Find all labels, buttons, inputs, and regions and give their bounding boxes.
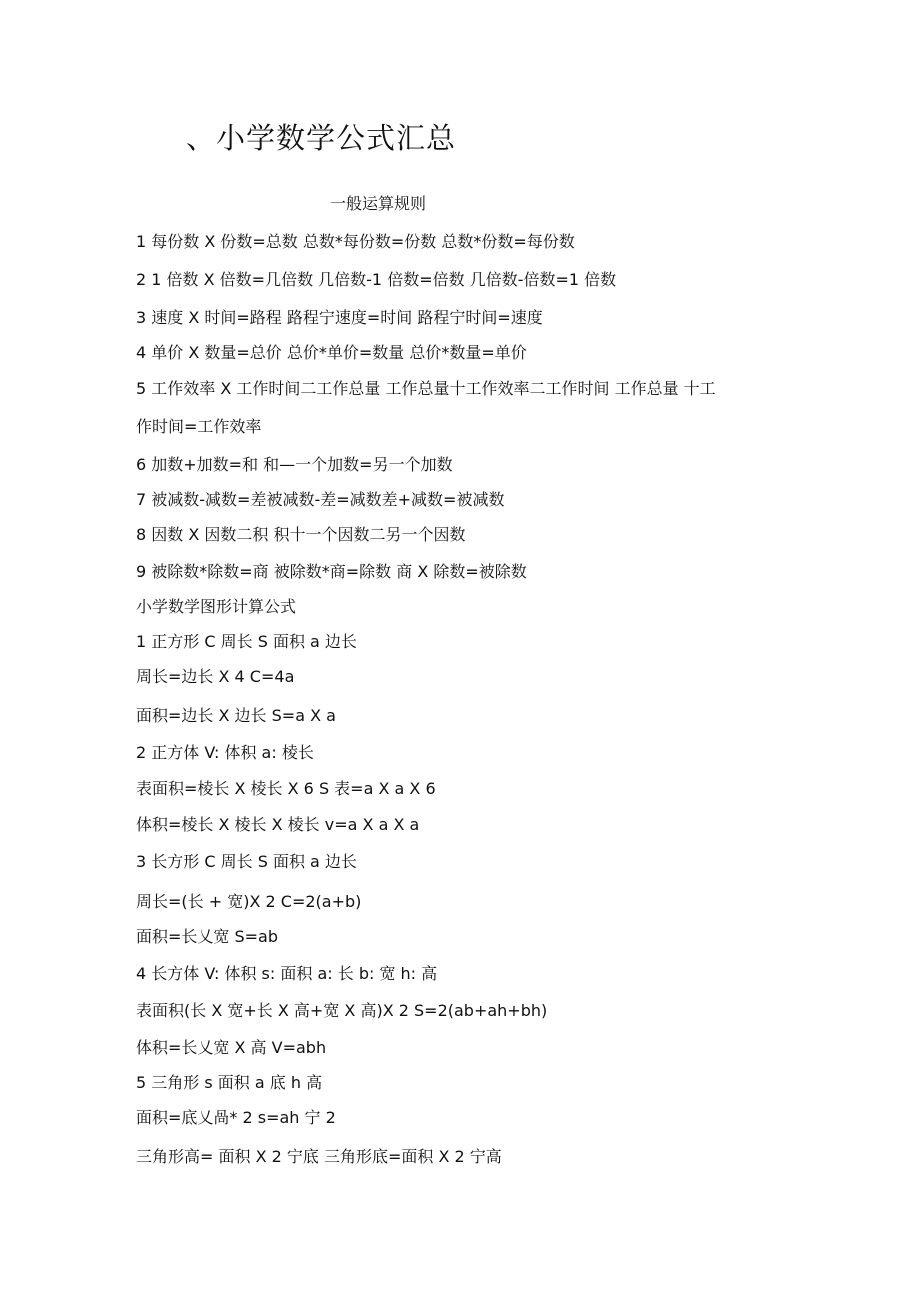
section-heading-geometry: 小学数学图形计算公式 <box>136 597 297 616</box>
page-title: 、小学数学公式汇总 <box>186 121 457 155</box>
formula-line: 周长=(长 + 宽)X 2 C=2(a+b) <box>136 892 362 911</box>
formula-line: 三角形高= 面积 X 2 宁底 三角形底=面积 X 2 宁高 <box>136 1147 502 1166</box>
section-heading-general-rules: 一般运算规则 <box>330 194 427 213</box>
formula-line: 2 1 倍数 X 倍数=几倍数 几倍数-1 倍数=倍数 几倍数-倍数=1 倍数 <box>136 270 617 289</box>
formula-line: 表面积(长 X 宽+长 X 高+宽 X 高)X 2 S=2(ab+ah+bh) <box>136 1001 548 1020</box>
formula-line: 体积=长乂宽 X 高 V=abh <box>136 1038 327 1057</box>
formula-line: 2 正方体 V: 体积 a: 棱长 <box>136 743 314 762</box>
formula-line: 5 三角形 s 面积 a 底 h 高 <box>136 1073 323 1092</box>
formula-line: 1 每份数 X 份数=总数 总数*每份数=份数 总数*份数=每份数 <box>136 232 575 251</box>
formula-line: 3 长方形 C 周长 S 面积 a 边长 <box>136 852 357 871</box>
formula-line: 4 长方体 V: 体积 s: 面积 a: 长 b: 宽 h: 高 <box>136 964 438 983</box>
formula-line: 面积=长乂宽 S=ab <box>136 927 279 946</box>
formula-line: 3 速度 X 时间=路程 路程宁速度=时间 路程宁时间=速度 <box>136 308 543 327</box>
formula-line: 面积=底乂咼* 2 s=ah 宁 2 <box>136 1108 336 1127</box>
formula-line: 7 被减数-减数=差被减数-差=减数差+减数=被减数 <box>136 490 505 509</box>
formula-line: 8 因数 X 因数二积 积十一个因数二另一个因数 <box>136 525 466 544</box>
formula-line: 作时间=工作效率 <box>136 417 262 436</box>
formula-line: 体积=棱长 X 棱长 X 棱长 v=a X a X a <box>136 815 420 834</box>
formula-line: 4 单价 X 数量=总价 总价*单价=数量 总价*数量=单价 <box>136 343 527 362</box>
formula-line: 1 正方形 C 周长 S 面积 a 边长 <box>136 632 357 651</box>
formula-line: 表面积=棱长 X 棱长 X 6 S 表=a X a X 6 <box>136 779 436 798</box>
formula-line: 6 加数+加数=和 和—一个加数=另一个加数 <box>136 455 453 474</box>
formula-line: 周长=边长 X 4 C=4a <box>136 667 295 686</box>
formula-line: 5 工作效率 X 工作时间二工作总量 工作总量十工作效率二工作时间 工作总量 十工 <box>136 379 716 398</box>
formula-line: 面积=边长 X 边长 S=a X a <box>136 706 336 725</box>
formula-line: 9 被除数*除数=商 被除数*商=除数 商 X 除数=被除数 <box>136 562 527 581</box>
